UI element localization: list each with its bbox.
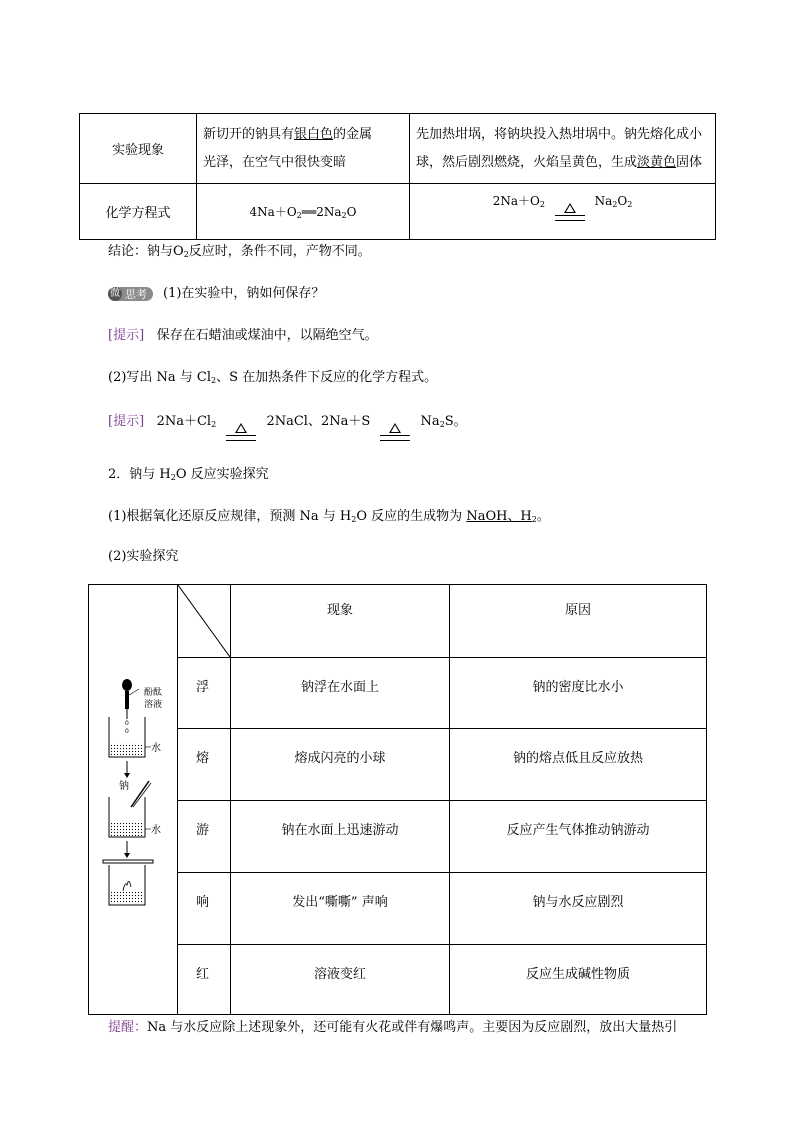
svg-text:0: 0 [125, 728, 129, 735]
label-phenol-1: 酚酞 [144, 688, 163, 698]
table-row: 响 发出“嘶嘶” 声响 钠与水反应剧烈 [89, 873, 707, 945]
label-water-2: 水 [151, 825, 161, 836]
heat-arrow-icon [380, 423, 410, 451]
sodium-oxygen-table [79, 113, 716, 240]
reminder: 提醒：Na 与水反应除上述现象外，还可能有火花或伴有爆鸣声。主要因为反应剧烈，放出大量热引 [108, 1020, 678, 1035]
svg-text:0: 0 [125, 720, 129, 727]
hint-2: [提示] $2Na+Cl_2$ 2NaCl、2Na＋S $Na_2S$。 [108, 410, 467, 451]
think-question-2: (2)写出 Na 与 $Cl_2$、S 在加热条件下反应的化学方程式。 [108, 370, 438, 385]
equation-heating: $2Na+O_2$ $Na_2O_2$ [410, 184, 716, 240]
label-water-1: 水 [151, 743, 161, 754]
table-row: 熔 熔成闪亮的小球 钠的熔点低且反应放热 [89, 729, 707, 801]
apparatus-diagram [89, 585, 178, 1015]
label-phenol-2: 溶液 [144, 700, 163, 710]
heat-arrow-icon [555, 203, 585, 231]
header-reason: 原因 [450, 585, 707, 658]
cell-heating: 先加热坩埚，将钠块投入热坩埚中。钠先熔化成小 球，然后剧烈燃烧，火焰呈黄色，生成淡黄色固体 [410, 114, 716, 184]
equation-room-temp: $4Na+O_2══2Na_2O$ [197, 184, 410, 240]
conclusion: 结论：钠与$O_2$反应时，条件不同，产物不同。 [108, 244, 371, 259]
sodium-water-table [88, 584, 707, 1015]
hint-1: [提示] 保存在石蜡油或煤油中，以隔绝空气。 [108, 328, 378, 343]
section-2-p1: (1)根据氧化还原反应规律，预测 Na 与 $H_2O$ 反应的生成物为 NaOH、$H_2$。 [108, 509, 550, 524]
section-2-title: 2．钠与 $H_2O$ 反应实验探究 [108, 467, 269, 482]
table-row: 游 钠在水面上迅速游动 反应产生气体推动钠游动 [89, 801, 707, 873]
think-question-1: 微 思考 (1)在实验中，钠如何保存？ [110, 286, 325, 301]
heat-arrow-icon [226, 423, 256, 451]
diagonal-header-cell [178, 585, 231, 658]
row-label-phenomenon: 实验现象 [80, 114, 197, 184]
header-phenomenon: 现象 [231, 585, 450, 658]
cell-room-temp: 新切开的钠具有银白色的金属 光泽，在空气中很快变暗 [197, 114, 410, 184]
label-sodium: 钠 [119, 781, 129, 792]
table-row: 红 溶液变红 反应生成碱性物质 [89, 945, 707, 1015]
table-row: 浮 钠浮在水面上 钠的密度比水小 [89, 658, 707, 729]
row-label-equation: 化学方程式 [80, 184, 197, 240]
section-2-p2: (2)实验探究 [108, 549, 179, 564]
think-badge-icon: 微 思考 [108, 287, 153, 301]
